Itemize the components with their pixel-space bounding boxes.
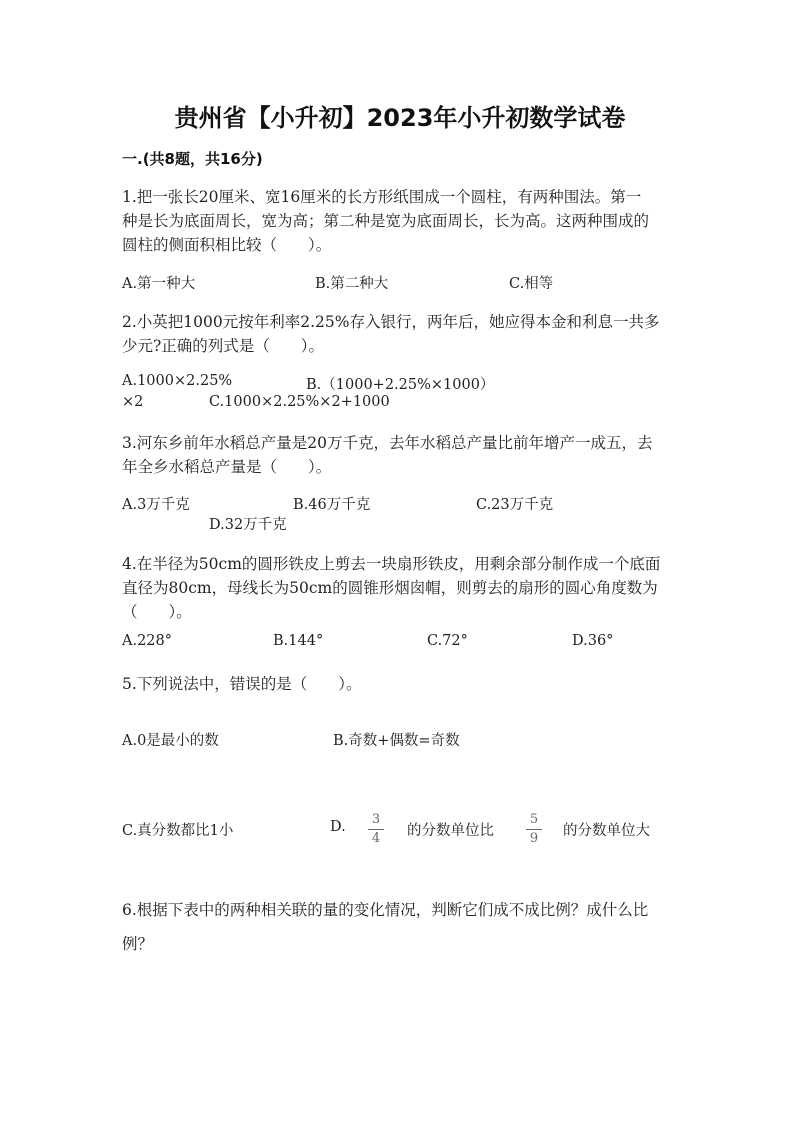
- q4-option-b: B.144°: [273, 633, 324, 649]
- q4-line-2: 直径为80cm，母线长为50cm的圆锥形烟囱帽，则剪去的扇形的圆心角度数为: [122, 579, 658, 597]
- q3-option-b: B.46万千克: [293, 497, 371, 513]
- q6-line-1: 6.根据下表中的两种相关联的量的变化情况，判断它们成不成比例？成什么比: [122, 901, 649, 919]
- q2-option-b: B.（1000+2.25%×1000）: [306, 377, 495, 393]
- q3-line-1: 3.河东乡前年水稻总产量是20万千克，去年水稻总产量比前年增产一成五，去: [122, 434, 653, 452]
- page-title: 贵州省【小升初】2023年小升初数学试卷: [174, 104, 626, 132]
- q1-line-1: 1.把一张长20厘米、宽16厘米的长方形纸围成一个圆柱，有两种围法。第一: [122, 188, 642, 206]
- q2-line-2: 少元?正确的列式是（ ）。: [122, 337, 325, 355]
- fraction-1-numerator: 3: [371, 812, 381, 827]
- fraction-1-bar: [368, 829, 384, 830]
- q1-option-c: C.相等: [509, 276, 554, 292]
- fraction-2-numerator: 5: [529, 812, 539, 827]
- q2-option-a: A.1000×2.25%: [122, 373, 233, 389]
- q5-option-b: B.奇数+偶数=奇数: [333, 733, 460, 749]
- q3-option-a: A.3万千克: [122, 497, 190, 513]
- fraction-1-denominator: 4: [371, 831, 381, 846]
- q4-option-c: C.72°: [427, 633, 468, 649]
- q4-option-d: D.36°: [572, 633, 614, 649]
- q4-line-1: 4.在半径为50cm的圆形铁皮上剪去一块扇形铁皮，用剩余部分制作成一个底面: [122, 555, 661, 573]
- fraction-2-bar: [526, 829, 542, 830]
- fraction-2-denominator: 9: [529, 831, 539, 846]
- fraction-five-ninths: [526, 812, 542, 846]
- q3-option-d: D.32万千克: [209, 517, 287, 533]
- q5-option-c: C.真分数都比1小: [122, 823, 234, 839]
- q1-line-2: 种是长为底面周长，宽为高；第二种是宽为底面周长，长为高。这两种围成的: [122, 212, 650, 230]
- q5-option-a: A.0是最小的数: [122, 733, 219, 749]
- q2-line-1: 2.小英把1000元按年利率2.25%存入银行，两年后，她应得本金和利息一共多: [122, 313, 660, 331]
- q4-option-a: A.228°: [122, 633, 173, 649]
- q3-line-2: 年全乡水稻总产量是（ ）。: [122, 458, 332, 476]
- q5-option-d: D.: [330, 819, 346, 835]
- q2-option-b-continued: ×2: [122, 394, 144, 410]
- fraction-three-quarters: [368, 812, 384, 846]
- q1-line-3: 圆柱的侧面积相比较（ ）。: [122, 236, 332, 254]
- q3-option-c: C.23万千克: [476, 497, 554, 513]
- section-heading: 一.(共8题，共16分): [122, 150, 263, 168]
- q5-option-d-text-1: 的分数单位比: [407, 823, 494, 839]
- q1-option-b: B.第二种大: [315, 276, 389, 292]
- q4-line-3: （ ）。: [122, 603, 192, 621]
- q5-line-1: 5.下列说法中，错误的是（ ）。: [122, 675, 362, 693]
- q1-option-a: A.第一种大: [122, 276, 196, 292]
- q5-option-d-text-2: 的分数单位大: [563, 823, 650, 839]
- q2-option-c: C.1000×2.25%×2+1000: [209, 394, 390, 410]
- q6-line-2: 例？: [122, 935, 154, 953]
